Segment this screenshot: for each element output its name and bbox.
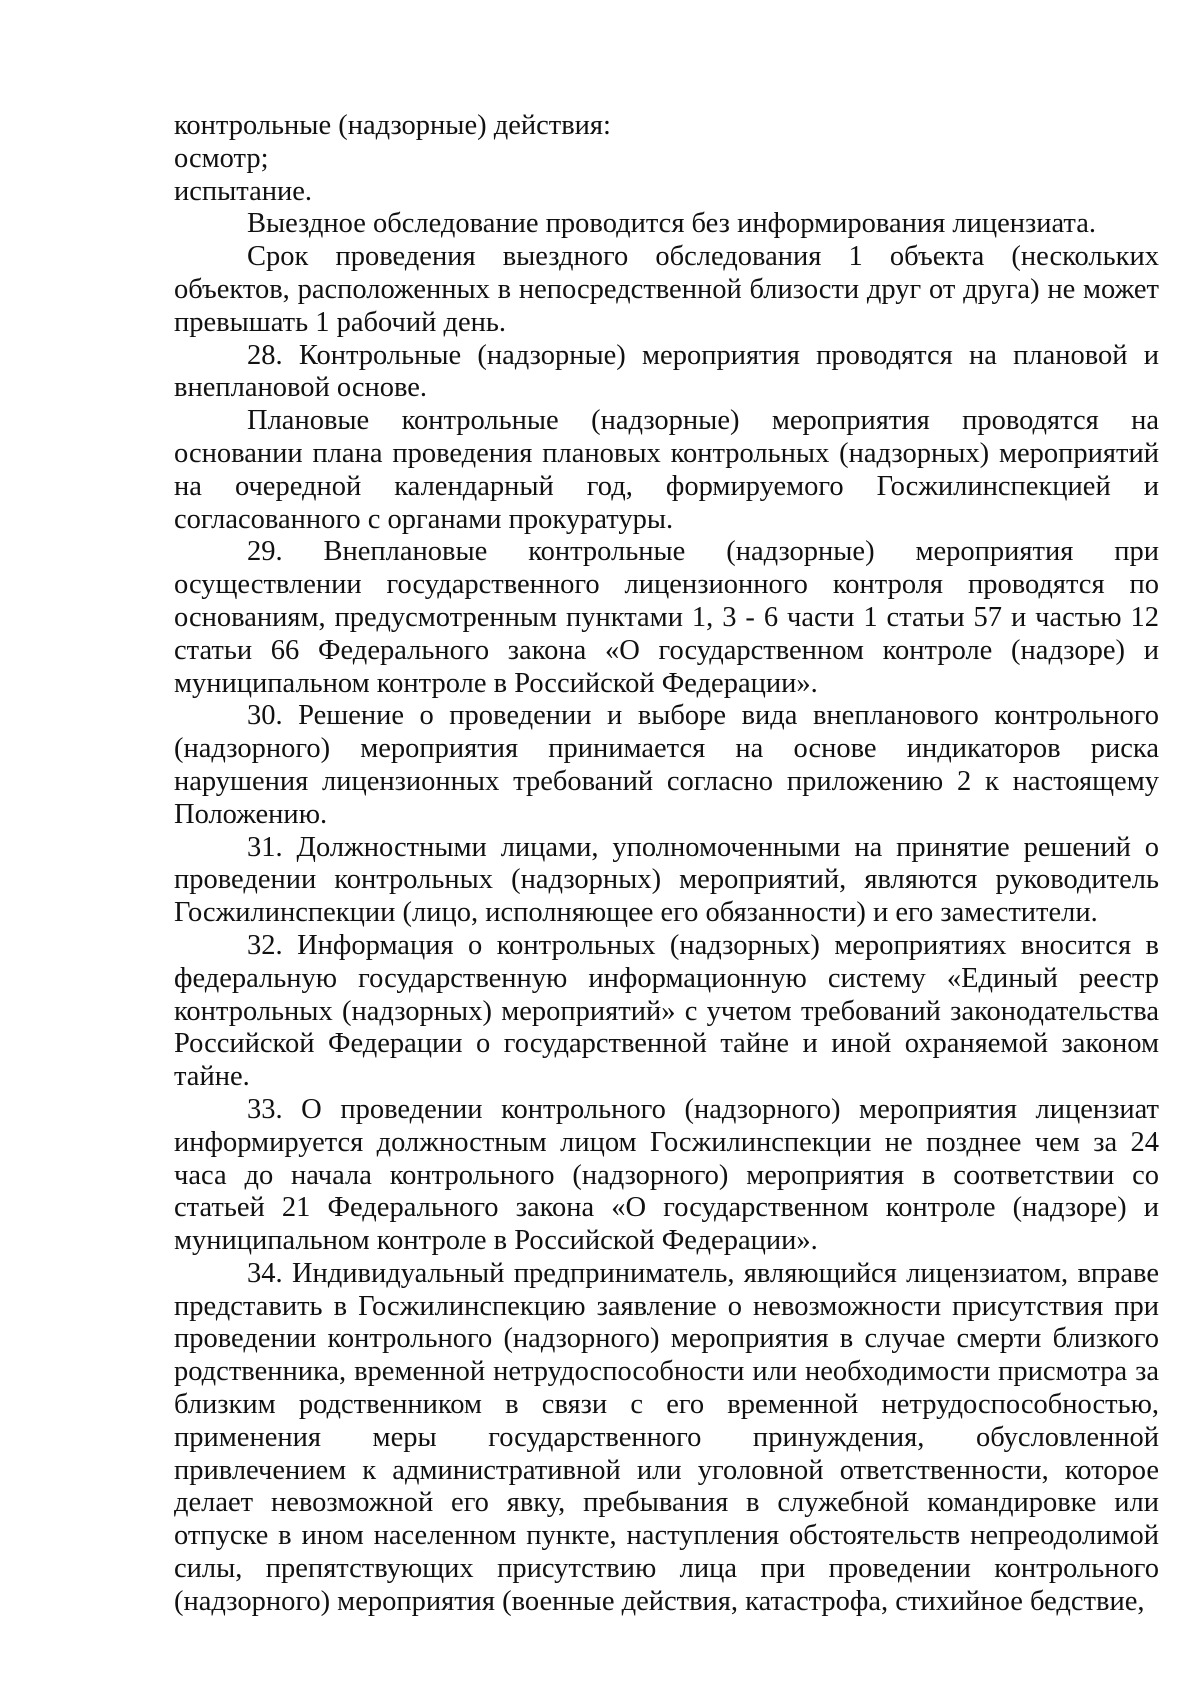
paragraph-field-survey-notice: Выездное обследование проводится без информирования лицензиата. [247,208,1096,240]
paragraph-continuation: контрольные (надзорные) действия: [174,110,611,141]
paragraph-34: 34. Индивидуальный предприниматель, являющийся лицензиатом, вправе представить в Госжилинспекцию заявление о невозможности присутствия при проведении контрольного (надзорного) мероприятия в случае смерти близкого родственника, временной нетрудоспособности или необходимости присмотра за близким родственником в связи с его временной нетрудоспособностью, применения меры государственного принуждения, обусловленной привлечением к административной или уголовной ответственности, которое делает невозможной его явку, пребывания в служебной командировке или отпуске в ином населенном пункте, наступления обстоятельств непреодолимой силы, препятствующих присутствию лица при проведении контрольного (надзорного) мероприятия (военные действия, катастрофа, стихийное бедствие, [174,1257,1159,1617]
paragraph-30: 30. Решение о проведении и выборе вида внепланового контрольного (надзорного) мероприятия принимается на основе индикаторов риска нарушения лицензионных требований согласно приложению 2 к настоящему Положению. [174,700,1159,830]
paragraph-planned-measures: Плановые контрольные (надзорные) мероприятия проводятся на основании плана проведения плановых контрольных (надзорных) мероприятий на очередной календарный год, формируемого Госжилинспекцией и согласованного с органами прокуратуры. [174,405,1159,535]
paragraph-29: 29. Внеплановые контрольные (надзорные) мероприятия при осуществлении государственного лицензионного контроля проводятся по основаниям, предусмотренным пунктами 1, 3 - 6 части 1 статьи 57 и частью 12 статьи 66 Федерального закона «О государственном контроле (надзоре) и муниципальном контроле в Российской Федерации». [174,536,1159,699]
paragraph-33: 33. О проведении контрольного (надзорного) мероприятия лицензиат информируется должностным лицом Госжилинспекции не позднее чем за 24 часа до начала контрольного (надзорного) мероприятия в соответствии со статьей 21 Федерального закона «О государственном контроле (надзоре) и муниципальном контроле в Российской Федерации». [174,1093,1159,1257]
list-item-inspection: осмотр; [174,142,269,174]
list-item-testing: испытание. [174,175,313,207]
paragraph-field-survey-term: Срок проведения выездного обследования 1 объекта (нескольких объектов, расположенных в непосредственной близости друг от друга) не может превышать 1 рабочий день. [174,241,1159,338]
paragraph-28: 28. Контрольные (надзорные) мероприятия проводятся на плановой и внеплановой основе. [174,339,1159,404]
document-body [174,110,1159,1619]
paragraph-31: 31. Должностными лицами, уполномоченными на принятие решений о проведении контрольных (надзорных) мероприятий, являются руководитель Госжилинспекции (лицо, исполняющее его обязанности) и его заместители. [174,831,1159,929]
paragraph-32: 32. Информация о контрольных (надзорных) мероприятиях вносится в федеральную государственную информационную систему «Единый реестр контрольных (надзорных) мероприятий» с учетом требований законодательства Российской Федерации о государственной тайне и иной охраняемой законом тайне. [174,929,1159,1093]
